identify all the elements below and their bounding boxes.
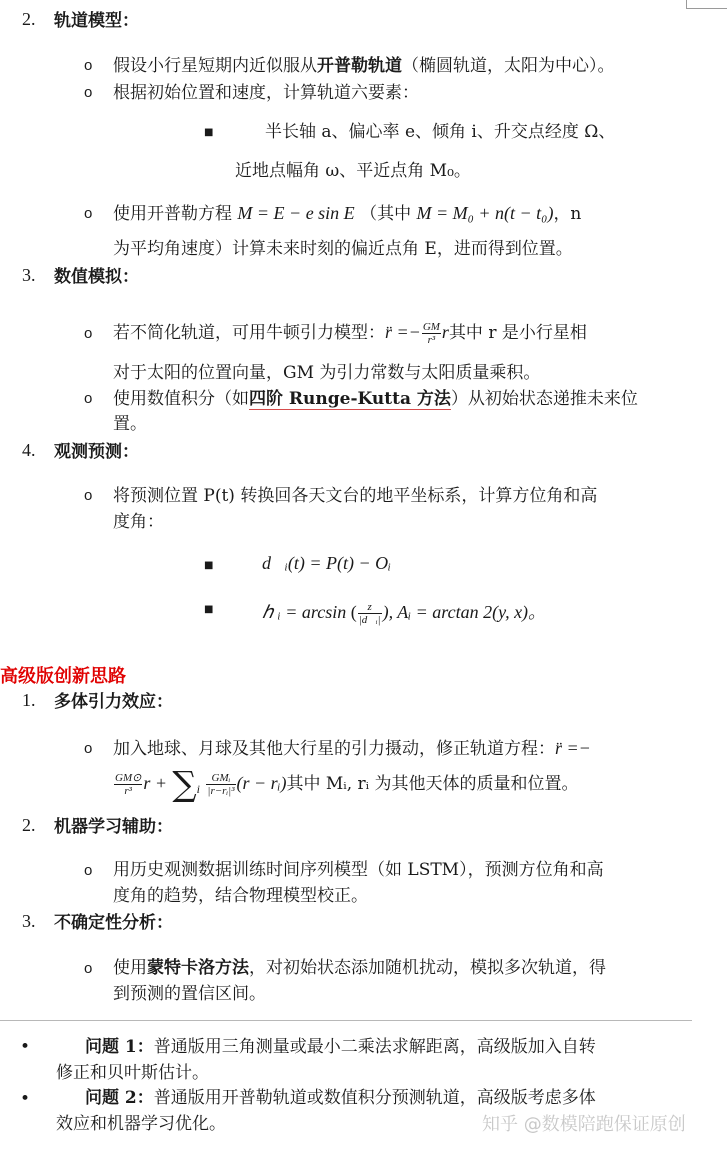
- bullet-circle: o: [84, 862, 93, 879]
- runge-kutta-link: 四阶 Runge-Kutta 方法: [249, 389, 451, 409]
- advanced-2-number: 2.: [22, 815, 36, 835]
- fraction-z-d: $\frac{z}{\text{|d⃗ᵢ|}}$: [358, 601, 381, 627]
- advanced-1-number: 1.: [22, 690, 36, 710]
- equation-direction-vector: d⃗ᵢ(t) = P(t) − Oᵢ: [262, 553, 391, 573]
- advanced-3-title: 不确定性分析：: [54, 913, 173, 933]
- bullet-circle: o: [84, 325, 93, 342]
- equation-altitude-azimuth: ℎ ᵢ = arcsin ( $\frac{z}{\text{|d⃗ᵢ|}}$ ), Aᵢ = arctan 2(y, x)。: [262, 601, 547, 627]
- summary-2-line2: 效应和机器学习优化。: [56, 1114, 226, 1134]
- s2-bullet-3-line1: 使用开普勒方程 M = E − e sin E （其中 M = M₀ + n(t − t₀)，n: [113, 203, 582, 224]
- advanced-1-title: 多体引力效应：: [54, 692, 173, 712]
- section-3-title: 数值模拟：: [54, 267, 139, 287]
- bullet-circle: o: [84, 205, 93, 222]
- s3-bullet-1-line2: 对于太阳的位置向量，GM 为引力常数与太阳质量乘积。: [113, 363, 541, 383]
- bullet-circle: o: [84, 487, 93, 504]
- summation-symbol: ∑: [172, 764, 197, 805]
- s2-bullet-3-line2: 为平均角速度）计算未来时刻的偏近点角 E，进而得到位置。: [113, 239, 573, 259]
- s2-bullet-2: 根据初始位置和速度，计算轨道六要素：: [113, 83, 419, 103]
- bullet-dot: •: [20, 1089, 31, 1109]
- bullet-circle: o: [84, 84, 93, 101]
- section-2-number: 2.: [22, 9, 36, 29]
- bullet-circle: o: [84, 740, 93, 757]
- top-edge-border: [686, 0, 727, 9]
- s4-bullet-1-line2: 度角：: [113, 512, 164, 532]
- adv1-line1: 加入地球、月球及其他大行星的引力摄动，修正轨道方程：r̈ =−: [113, 738, 591, 759]
- s2-bullet-1: 假设小行星短期内近似服从开普勒轨道（椭圆轨道，太阳为中心）。: [113, 56, 615, 76]
- watermark: 知乎 @数模陪跑保证原创: [482, 1114, 686, 1135]
- bullet-square: ■: [204, 560, 214, 571]
- section-4-number: 4.: [22, 440, 36, 460]
- s3-bullet-2-line1: 使用数值积分（如四阶 Runge-Kutta 方法）从初始状态递推未来位: [113, 389, 638, 409]
- advanced-2-title: 机器学习辅助：: [54, 817, 173, 837]
- adv2-line2: 度角的趋势，结合物理模型校正。: [113, 886, 368, 906]
- bullet-square: ■: [204, 604, 214, 615]
- advanced-heading: 高级版创新思路: [0, 666, 126, 687]
- fraction-gm-sun: $\frac{GM⊙}{\text{r³}}$: [115, 772, 142, 797]
- section-3-number: 3.: [22, 265, 36, 285]
- advanced-3-number: 3.: [22, 911, 36, 931]
- section-4-title: 观测预测：: [54, 442, 139, 462]
- bullet-dot: •: [20, 1037, 31, 1057]
- bullet-circle: o: [84, 390, 93, 407]
- bullet-circle: o: [84, 960, 93, 977]
- s2-subbullet-line1: 半长轴 a、偏心率 e、倾角 i、升交点经度 Ω、: [265, 122, 616, 142]
- s2-subbullet-line2: 近地点幅角 ω、平近点角 M₀。: [235, 161, 471, 181]
- equation-kepler: M = E − e sin E: [237, 203, 355, 223]
- section-2-title: 轨道模型：: [54, 11, 139, 31]
- adv3-line1: 使用蒙特卡洛方法，对初始状态添加随机扰动，模拟多次轨道，得: [113, 958, 606, 978]
- adv2-line1: 用历史观测数据训练时间序列模型（如 LSTM），预测方位角和高: [113, 860, 604, 880]
- summary-1-line2: 修正和贝叶斯估计。: [56, 1063, 209, 1083]
- s3-bullet-1-line1: 若不简化轨道，可用牛顿引力模型：r̈ =− $\frac{GM}{\text{r³}}$ r其中 r 是小行星相: [113, 321, 587, 346]
- fraction-gm-r3: $\frac{GM}{\text{r³}}$: [422, 321, 440, 346]
- adv3-line2: 到预测的置信区间。: [113, 984, 266, 1004]
- divider-line: [0, 1020, 692, 1021]
- adv1-line2: $\frac{GM⊙}{\text{r³}}$ $r + \sum_i$ $\frac{\text{GMᵢ}}{\text{|r−rᵢ|³}}$ (r − rᵢ)其中 Mᵢ, rᵢ 为其他天体的质量和位置。: [115, 764, 579, 805]
- bullet-circle: o: [84, 57, 93, 74]
- summary-1-line1: 问题 1：普通版用三角测量或最小二乘法求解距离，高级版加入自转: [85, 1037, 596, 1057]
- summary-2-line1: 问题 2：普通版用开普勒轨道或数值积分预测轨道，高级版考虑多体: [85, 1088, 596, 1108]
- fraction-gm-i: $\frac{\text{GMᵢ}}{\text{|r−rᵢ|³}}$: [207, 772, 235, 797]
- bullet-square: ■: [204, 127, 214, 138]
- equation-mean-anomaly: M = M₀ + n(t − t₀): [416, 203, 554, 223]
- s3-bullet-2-line2: 置。: [113, 414, 147, 434]
- s4-bullet-1-line1: 将预测位置 P(t) 转换回各天文台的地平坐标系，计算方位角和高: [113, 486, 598, 506]
